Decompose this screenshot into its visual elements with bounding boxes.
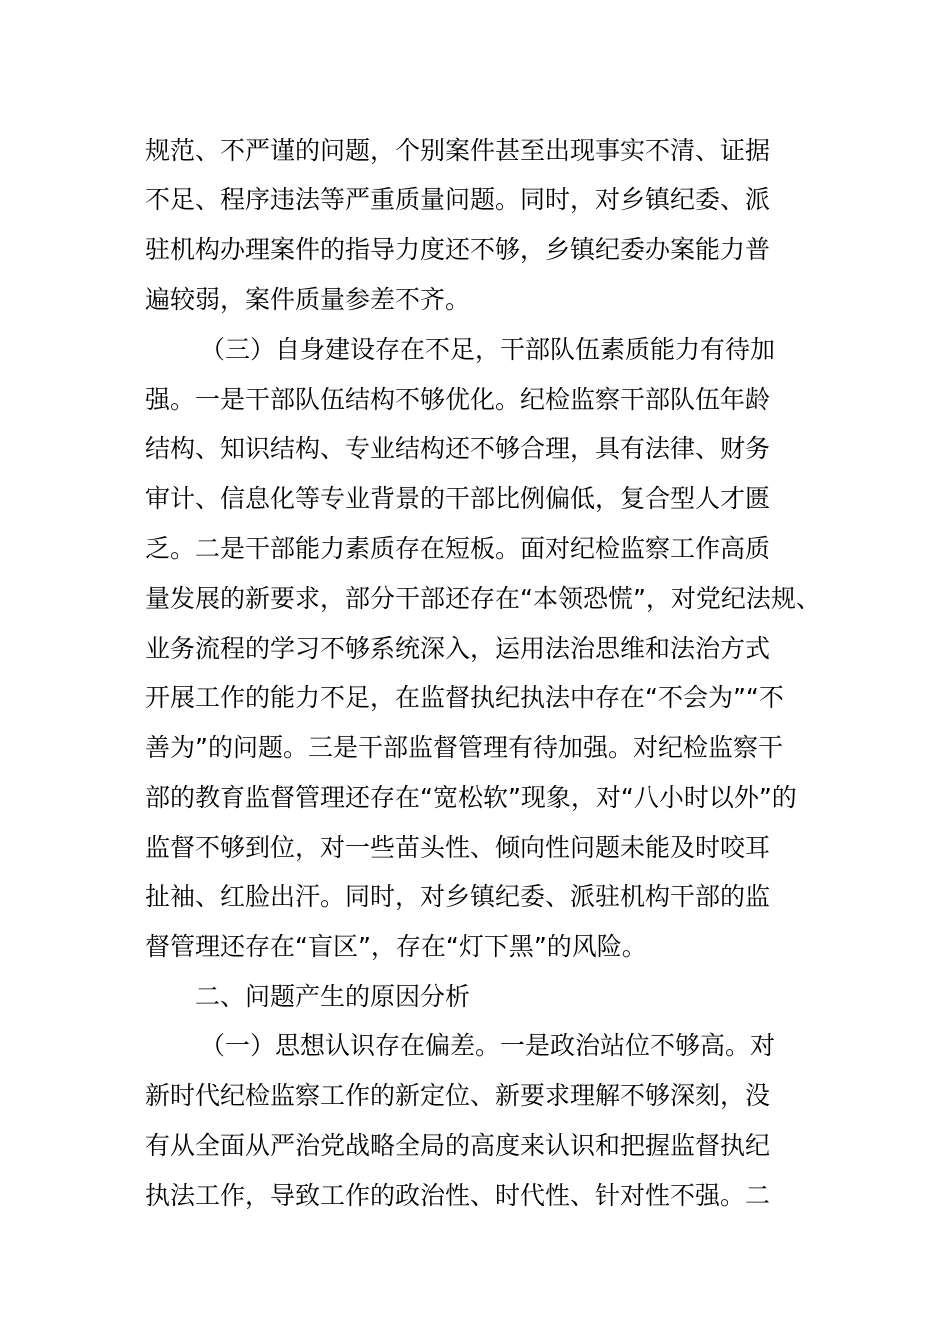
text-line: 开展工作的能力不足，在监督执纪执法中存在“不会为”“不	[145, 683, 784, 712]
text-line: 强。一是干部队伍结构不够优化。纪检监察干部队伍年龄	[145, 385, 771, 414]
text-line: 部的教育监督管理还存在“宽松软”现象，对“八小时以外”的	[145, 783, 797, 812]
text-line: 驻机构办理案件的指导力度还不够，乡镇纪委办案能力普	[145, 235, 771, 264]
text-line: 结构、知识结构、专业结构还不够合理，具有法律、财务	[145, 434, 771, 463]
section-heading: （一）思想认识存在偏差。一是政治站位不够高。对	[200, 1031, 776, 1060]
text-line: 审计、信息化等专业背景的干部比例偏低，复合型人才匮	[145, 484, 771, 513]
text-line: 善为”的问题。三是干部监督管理有待加强。对纪检监察干	[145, 733, 783, 762]
text-line: 督管理还存在“盲区”，存在“灯下黑”的风险。	[145, 932, 647, 961]
text-line: 有从全面从严治党战略全局的高度来认识和把握监督执纪	[145, 1131, 771, 1160]
section-heading: 二、问题产生的原因分析	[195, 982, 471, 1011]
text-line: 量发展的新要求，部分干部还存在“本领恐慌”，对党纪法规、	[145, 584, 821, 613]
text-line: 扯袖、红脸出汗。同时，对乡镇纪委、派驻机构干部的监	[145, 882, 771, 911]
text-line: 监督不够到位，对一些苗头性、倾向性问题未能及时咬耳	[145, 833, 771, 862]
text-line: 业务流程的学习不够系统深入，运用法治思维和法治方式	[145, 634, 771, 663]
text-line: 规范、不严谨的问题，个别案件甚至出现事实不清、证据	[145, 136, 771, 165]
text-line: 乏。二是干部能力素质存在短板。面对纪检监察工作高质	[145, 534, 771, 563]
text-line: 新时代纪检监察工作的新定位、新要求理解不够深刻，没	[145, 1081, 771, 1110]
section-heading: （三）自身建设存在不足，干部队伍素质能力有待加	[200, 335, 776, 364]
text-line: 不足、程序违法等严重质量问题。同时，对乡镇纪委、派	[145, 185, 771, 214]
text-line: 遍较弱，案件质量参差不齐。	[145, 285, 471, 314]
text-line: 执法工作，导致工作的政治性、时代性、针对性不强。二	[145, 1181, 771, 1210]
